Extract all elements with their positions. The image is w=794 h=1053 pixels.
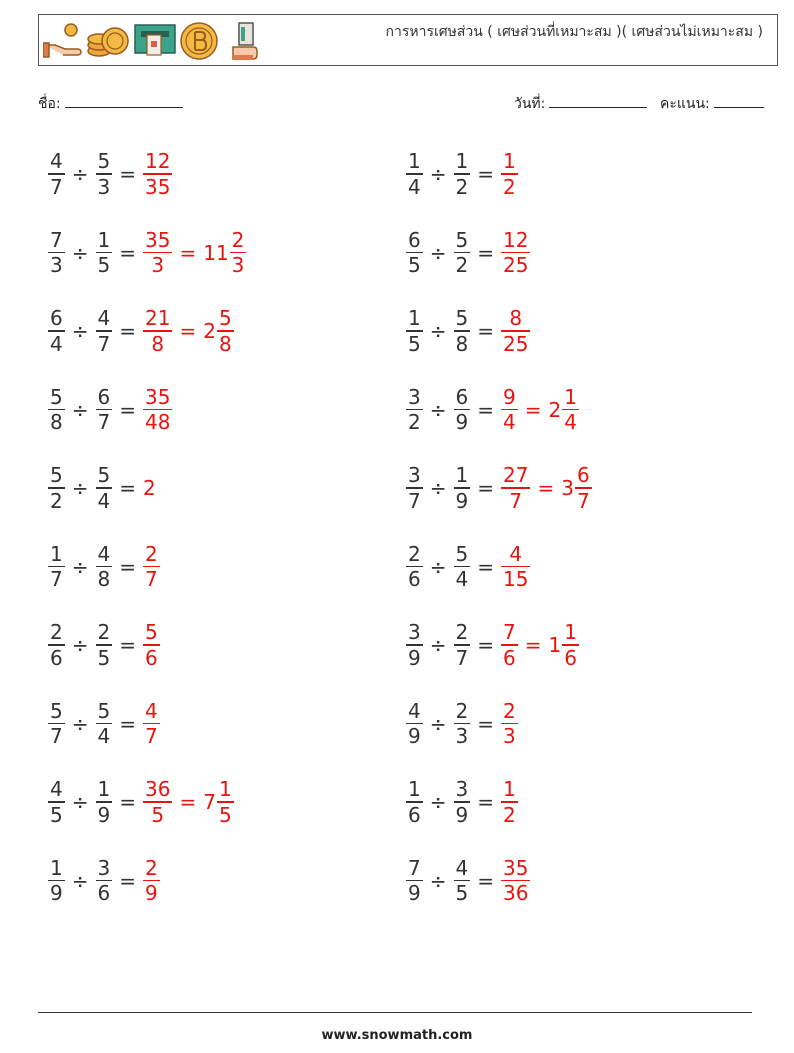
problem-6 — [406, 301, 530, 361]
denominator: 7 — [509, 488, 523, 513]
numerator: 4 — [50, 777, 63, 802]
fraction — [406, 620, 423, 670]
denominator: 4 — [455, 567, 469, 592]
equals-sign: = — [179, 790, 197, 814]
numerator: 4 — [50, 149, 63, 174]
footer-url: www.snowmath.com — [321, 1028, 473, 1043]
denominator: 4 — [408, 174, 421, 199]
mixed-number — [203, 228, 246, 278]
equals-sign: = — [119, 476, 136, 500]
fraction — [96, 149, 113, 199]
fraction — [48, 306, 65, 356]
denominator: 5 — [50, 802, 63, 827]
numerator: 4 — [408, 698, 421, 723]
numerator: 6 — [455, 384, 469, 409]
numerator: 1 — [50, 541, 63, 566]
equals-sign: = — [119, 162, 136, 186]
denominator: 4 — [97, 488, 111, 513]
denominator: 6 — [145, 645, 158, 670]
numerator: 35 — [145, 227, 171, 252]
fraction — [217, 777, 234, 827]
fraction — [48, 463, 65, 513]
problem-11 — [48, 537, 160, 597]
equals-sign: = — [477, 554, 494, 579]
problem-16 — [406, 694, 518, 754]
fraction — [96, 385, 113, 435]
fraction — [406, 777, 423, 827]
denominator: 5 — [151, 802, 165, 827]
numerator: 1 — [408, 777, 421, 802]
fraction — [96, 463, 113, 513]
numerator: 3 — [408, 463, 421, 488]
fraction — [143, 856, 160, 906]
numerator: 1 — [50, 855, 63, 880]
fraction — [143, 385, 172, 435]
numerator: 36 — [145, 777, 171, 802]
numerator: 3 — [455, 777, 469, 802]
fraction — [406, 463, 423, 513]
denominator: 7 — [576, 488, 590, 513]
denominator: 4 — [97, 724, 111, 749]
numerator: 5 — [97, 698, 111, 723]
problem-2 — [406, 144, 518, 204]
problem-17 — [48, 772, 234, 832]
numerator: 1 — [455, 149, 469, 174]
mixed-number — [203, 777, 233, 827]
numerator: 8 — [509, 306, 523, 331]
fraction — [562, 385, 579, 435]
problem-13 — [48, 615, 160, 675]
numerator: 7 — [50, 227, 63, 252]
denominator: 5 — [97, 253, 111, 278]
denominator: 5 — [218, 802, 232, 827]
equals-sign: = — [477, 633, 494, 657]
problem-4 — [406, 223, 530, 283]
fraction — [143, 542, 160, 592]
denominator: 3 — [97, 174, 111, 199]
answer-whole: 2 — [143, 476, 156, 500]
denominator: 9 — [97, 802, 111, 827]
denominator: 7 — [97, 410, 111, 435]
numerator: 7 — [503, 620, 516, 645]
fraction — [454, 385, 471, 435]
fraction — [454, 463, 471, 513]
mixed-number — [549, 620, 579, 670]
fraction — [562, 620, 579, 670]
divide-sign: ÷ — [429, 790, 447, 814]
divide-sign: ÷ — [429, 868, 447, 893]
divide-sign: ÷ — [429, 711, 447, 736]
fraction — [406, 699, 423, 749]
denominator: 6 — [97, 881, 111, 906]
numerator: 4 — [509, 541, 523, 566]
divide-sign: ÷ — [71, 319, 89, 343]
fraction — [217, 306, 234, 356]
fraction — [501, 228, 530, 278]
divide-sign: ÷ — [71, 790, 89, 814]
fraction — [406, 228, 423, 278]
denominator: 8 — [97, 567, 111, 592]
divide-sign: ÷ — [429, 319, 447, 343]
problem-7 — [48, 380, 172, 440]
denominator: 9 — [408, 881, 421, 906]
problem-19 — [48, 851, 160, 911]
denominator: 3 — [151, 253, 165, 278]
denominator: 7 — [50, 724, 63, 749]
denominator: 7 — [50, 174, 63, 199]
fraction — [454, 228, 471, 278]
numerator: 5 — [97, 149, 111, 174]
numerator: 4 — [97, 541, 111, 566]
denominator: 6 — [408, 567, 421, 592]
denominator: 35 — [145, 174, 171, 199]
denominator: 4 — [503, 410, 516, 435]
divide-sign: ÷ — [71, 240, 89, 265]
divide-sign: ÷ — [429, 162, 447, 186]
date-label: วันที่: — [514, 96, 546, 112]
numerator: 2 — [503, 698, 516, 723]
numerator: 1 — [97, 227, 111, 252]
denominator: 9 — [455, 488, 469, 513]
divide-sign: ÷ — [429, 397, 447, 422]
denominator: 2 — [455, 174, 469, 199]
fraction — [406, 385, 423, 435]
denominator: 7 — [455, 645, 469, 670]
fraction — [48, 856, 65, 906]
problem-1 — [48, 144, 172, 204]
fraction — [96, 620, 113, 670]
numerator: 6 — [576, 463, 590, 488]
denominator: 9 — [408, 724, 421, 749]
numerator: 4 — [97, 306, 111, 331]
numerator: 1 — [408, 306, 421, 331]
denominator: 2 — [503, 174, 516, 199]
denominator: 7 — [408, 488, 421, 513]
divide-sign: ÷ — [71, 476, 89, 500]
numerator: 2 — [145, 855, 158, 880]
denominator: 5 — [408, 253, 421, 278]
denominator: 8 — [151, 331, 165, 356]
numerator: 2 — [145, 541, 158, 566]
numerator: 5 — [50, 384, 63, 409]
equals-sign: = — [477, 319, 494, 343]
equals-sign: = — [524, 633, 542, 657]
denominator: 2 — [408, 410, 421, 435]
fraction — [454, 306, 471, 356]
fraction — [501, 149, 518, 199]
denominator: 36 — [503, 881, 529, 906]
equals-sign: = — [477, 868, 494, 893]
fraction — [96, 542, 113, 592]
numerator: 2 — [455, 620, 469, 645]
denominator: 5 — [97, 645, 111, 670]
denominator: 9 — [408, 645, 421, 670]
fraction — [96, 777, 113, 827]
numerator: 1 — [97, 777, 111, 802]
denominator: 7 — [50, 567, 63, 592]
name-label: ชื่อ: — [38, 96, 61, 112]
fraction — [406, 856, 423, 906]
numerator: 12 — [503, 227, 529, 252]
denominator: 3 — [50, 253, 63, 278]
mixed-whole: 2 — [548, 397, 562, 422]
fraction — [96, 856, 113, 906]
denominator: 2 — [503, 802, 516, 827]
numerator: 5 — [455, 227, 469, 252]
divide-sign: ÷ — [71, 554, 89, 579]
fraction — [96, 306, 113, 356]
problem-9 — [48, 458, 156, 518]
numerator: 2 — [97, 620, 111, 645]
fraction — [96, 699, 113, 749]
numerator: 2 — [231, 227, 245, 252]
numerator: 5 — [455, 306, 469, 331]
equals-sign: = — [477, 711, 494, 736]
fraction — [48, 149, 65, 199]
denominator: 48 — [145, 410, 171, 435]
problem-20 — [406, 851, 530, 911]
denominator: 25 — [503, 253, 529, 278]
denominator: 7 — [145, 567, 158, 592]
numerator: 35 — [145, 384, 171, 409]
numerator: 6 — [408, 227, 421, 252]
equals-sign: = — [477, 397, 494, 422]
mixed-number — [549, 385, 579, 435]
equals-sign: = — [119, 868, 136, 893]
numerator: 2 — [408, 541, 421, 566]
worksheet-title: การหารเศษส่วน ( เศษส่วนที่เหมาะสม )( เศษส่วนไม่เหมาะสม ) — [385, 24, 763, 40]
fraction — [406, 306, 423, 356]
problem-3 — [48, 223, 246, 283]
numerator: 27 — [503, 463, 529, 488]
footer-divider — [38, 1012, 752, 1013]
denominator: 2 — [50, 488, 63, 513]
fraction — [454, 542, 471, 592]
divide-sign: ÷ — [429, 476, 447, 500]
equals-sign: = — [119, 711, 136, 736]
numerator: 1 — [503, 149, 516, 174]
problem-10 — [406, 458, 592, 518]
fraction — [454, 856, 471, 906]
numerator: 3 — [408, 620, 421, 645]
numerator: 5 — [218, 306, 232, 331]
fraction — [501, 385, 518, 435]
equals-sign: = — [477, 240, 494, 265]
fraction — [406, 149, 423, 199]
equals-sign: = — [119, 319, 136, 343]
numerator: 6 — [97, 384, 111, 409]
denominator: 15 — [503, 567, 529, 592]
fraction — [454, 620, 471, 670]
numerator: 21 — [145, 306, 171, 331]
equals-sign: = — [477, 476, 494, 500]
divide-sign: ÷ — [429, 240, 447, 265]
divide-sign: ÷ — [71, 868, 89, 893]
equals-sign: = — [524, 397, 542, 422]
fraction — [143, 699, 160, 749]
equals-sign: = — [179, 240, 197, 265]
fraction — [96, 228, 113, 278]
equals-sign: = — [119, 554, 136, 579]
numerator: 1 — [408, 149, 421, 174]
problem-5 — [48, 301, 234, 361]
equals-sign: = — [179, 319, 197, 343]
fraction — [48, 542, 65, 592]
divide-sign: ÷ — [71, 711, 89, 736]
fraction — [48, 620, 65, 670]
fraction — [501, 306, 530, 356]
numerator: 5 — [97, 463, 111, 488]
fraction — [454, 699, 471, 749]
denominator: 2 — [455, 253, 469, 278]
numerator: 5 — [50, 463, 63, 488]
denominator: 6 — [564, 645, 577, 670]
denominator: 3 — [455, 724, 469, 749]
numerator: 6 — [50, 306, 63, 331]
mixed-whole: 3 — [561, 476, 574, 500]
fraction — [48, 228, 65, 278]
problem-8 — [406, 380, 579, 440]
divide-sign: ÷ — [429, 554, 447, 579]
numerator: 1 — [218, 777, 232, 802]
fraction — [143, 620, 160, 670]
equals-sign: = — [477, 790, 494, 814]
denominator: 7 — [97, 331, 111, 356]
fraction — [230, 228, 247, 278]
denominator: 4 — [564, 410, 577, 435]
denominator: 6 — [50, 645, 63, 670]
denominator: 3 — [503, 724, 516, 749]
fraction — [454, 149, 471, 199]
denominator: 9 — [145, 881, 158, 906]
equals-sign: = — [119, 633, 136, 657]
divide-sign: ÷ — [429, 633, 447, 657]
denominator: 8 — [218, 331, 232, 356]
denominator: 9 — [455, 410, 469, 435]
denominator: 6 — [503, 645, 516, 670]
fraction — [575, 463, 592, 513]
numerator: 1 — [564, 620, 577, 645]
denominator: 6 — [408, 802, 421, 827]
problem-14 — [406, 615, 579, 675]
divide-sign: ÷ — [71, 633, 89, 657]
denominator: 9 — [455, 802, 469, 827]
fraction — [143, 777, 172, 827]
fraction — [501, 856, 530, 906]
fraction — [454, 777, 471, 827]
denominator: 8 — [455, 331, 469, 356]
denominator: 9 — [50, 881, 63, 906]
numerator: 1 — [455, 463, 469, 488]
denominator: 5 — [408, 331, 421, 356]
fraction — [143, 149, 172, 199]
equals-sign: = — [119, 240, 136, 265]
score-label: คะแนน: — [660, 96, 710, 112]
mixed-whole: 1 — [548, 633, 562, 657]
mixed-whole: 7 — [203, 790, 216, 814]
denominator: 7 — [145, 724, 158, 749]
fraction — [143, 306, 172, 356]
fraction — [48, 777, 65, 827]
fraction — [501, 542, 530, 592]
numerator: 5 — [455, 541, 469, 566]
problem-15 — [48, 694, 160, 754]
denominator: 3 — [231, 253, 245, 278]
equals-sign: = — [477, 162, 494, 186]
denominator: 5 — [455, 881, 469, 906]
numerator: 1 — [503, 777, 516, 802]
numerator: 9 — [503, 384, 516, 409]
fraction — [48, 699, 65, 749]
divide-sign: ÷ — [71, 162, 89, 186]
fraction — [501, 777, 518, 827]
mixed-number — [203, 306, 233, 356]
numerator: 4 — [145, 698, 158, 723]
numerator: 2 — [455, 698, 469, 723]
numerator: 1 — [564, 384, 577, 409]
numerator: 5 — [50, 698, 63, 723]
numerator: 5 — [145, 620, 158, 645]
fraction — [501, 699, 518, 749]
fraction — [48, 385, 65, 435]
equals-sign: = — [119, 397, 136, 422]
numerator: 3 — [408, 384, 421, 409]
numerator: 35 — [503, 855, 529, 880]
equals-sign: = — [119, 790, 136, 814]
fraction — [406, 542, 423, 592]
numerator: 7 — [408, 855, 421, 880]
fraction — [501, 463, 530, 513]
mixed-number — [561, 463, 591, 513]
mixed-whole: 11 — [203, 240, 229, 265]
equals-sign: = — [537, 476, 555, 500]
problem-12 — [406, 537, 530, 597]
numerator: 2 — [50, 620, 63, 645]
denominator: 25 — [503, 331, 529, 356]
numerator: 4 — [455, 855, 469, 880]
mixed-whole: 2 — [203, 319, 216, 343]
problem-18 — [406, 772, 518, 832]
numerator: 3 — [97, 855, 111, 880]
divide-sign: ÷ — [71, 397, 89, 422]
fraction — [501, 620, 518, 670]
fraction — [143, 228, 172, 278]
numerator: 12 — [145, 149, 171, 174]
denominator: 8 — [50, 410, 63, 435]
denominator: 4 — [50, 331, 63, 356]
